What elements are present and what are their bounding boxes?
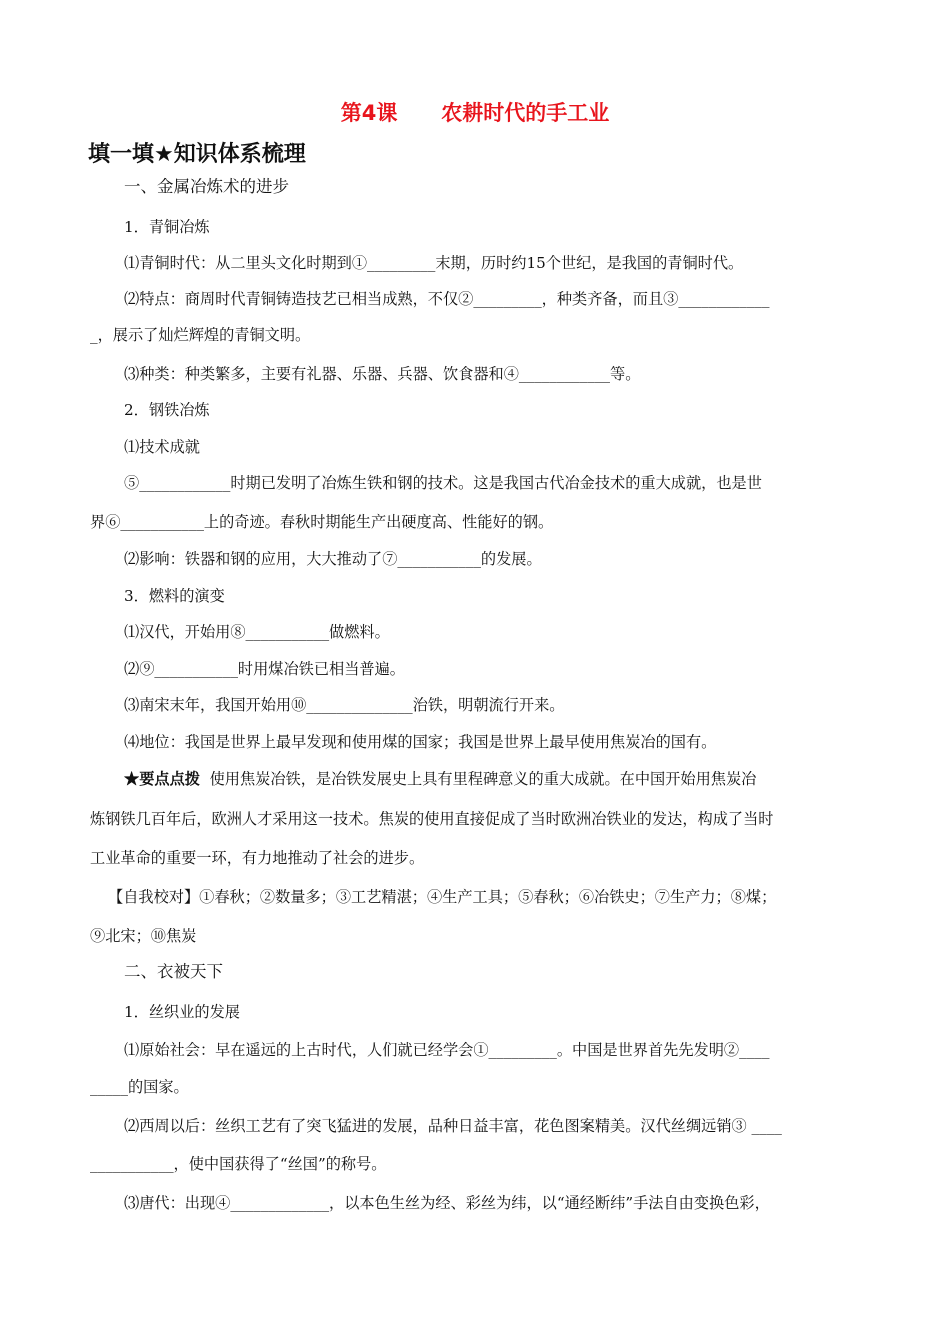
paragraph-line: ⑶种类：种类繁多，主要有礼器、乐器、兵器、饮食器和④____________等。 [124,365,641,383]
self-check-line: ⑨北宋；⑩焦炭 [90,927,197,945]
paragraph-line: ⑵影响：铁器和钢的应用，大大推动了⑦___________的发展。 [124,550,542,568]
paragraph-line: _，展示了灿烂辉煌的青铜文明。 [90,326,311,344]
subheading-bronze: 1．青铜冶炼 [124,218,210,236]
self-check-line: 【自我校对】①春秋；②数量多；③工艺精湛；④生产工具；⑤春秋；⑥冶铁史；⑦生产力；⑧煤； [108,888,777,906]
paragraph-line: ⑴汉代，开始用⑧___________做燃料。 [124,623,390,641]
lesson-title: 第4课 农耕时代的手工业 [340,101,610,125]
heading-clothing: 二、衣被天下 [124,962,223,981]
paragraph-line: ⑷地位：我国是世界上最早发现和使用煤的国家；我国是世界上最早使用焦炭冶的国有。 [124,733,717,751]
paragraph-line: _____的国家。 [90,1078,189,1096]
paragraph-line: 工业革命的重要一环，有力地推动了社会的进步。 [90,849,425,867]
key-point-line [124,769,756,789]
subheading-fuel: 3．燃料的演变 [124,587,225,605]
paragraph-line: 界⑥___________上的奇迹。春秋时期能生产出硬度高、性能好的钢。 [90,513,554,531]
paragraph-line: ⑤____________时期已发明了冶炼生铁和钢的技术。这是我国古代冶金技术的重大成就，也是世 [124,474,762,492]
subheading-silk: 1．丝织业的发展 [124,1003,240,1021]
paragraph-line: ___________，使中国获得了“丝国”的称号。 [90,1155,387,1173]
paragraph-line: ⑴技术成就 [124,438,200,456]
heading-metal-smelting: 一、金属冶炼术的进步 [124,177,289,196]
paragraph-line: ⑶南宋末年，我国开始用⑩______________治铁，明朝流行开来。 [124,696,565,714]
paragraph-line: ⑵⑨___________时用煤冶铁已相当普遍。 [124,660,405,678]
paragraph-line: ⑵特点：商周时代青铜铸造技艺已相当成熟，不仅②_________，种类齐备，而且③____________ [124,290,770,308]
paragraph-line: ⑴原始社会：早在遥远的上古时代，人们就已经学会①_________。中国是世界首先先发明②____ [124,1041,770,1059]
paragraph-line: 炼钢铁几百年后，欧洲人才采用这一技术。焦炭的使用直接促成了当时欧洲冶铁业的发达，构成了当时 [90,810,774,828]
section-header: 填一填★知识体系梳理 [88,142,306,167]
subheading-steel: 2．钢铁冶炼 [124,401,210,419]
key-point-label: ★要点点拨 [124,770,200,788]
paragraph-line: ⑴青铜时代：从二里头文化时期到①_________末期，历时约15个世纪，是我国的青铜时代。 [124,254,744,272]
key-point-text: 使用焦炭冶铁，是冶铁发展史上具有里程碑意义的重大成就。在中国开始用焦炭冶 [209,770,757,788]
paragraph-line: ⑵西周以后：丝织工艺有了突飞猛进的发展，品种日益丰富，花色图案精美。汉代丝绸远销③ ____ [124,1117,782,1135]
paragraph-line: ⑶唐代：出现④_____________，以本色生丝为经、彩丝为纬，以“通经断纬”手法自由变换色彩， [124,1194,770,1212]
